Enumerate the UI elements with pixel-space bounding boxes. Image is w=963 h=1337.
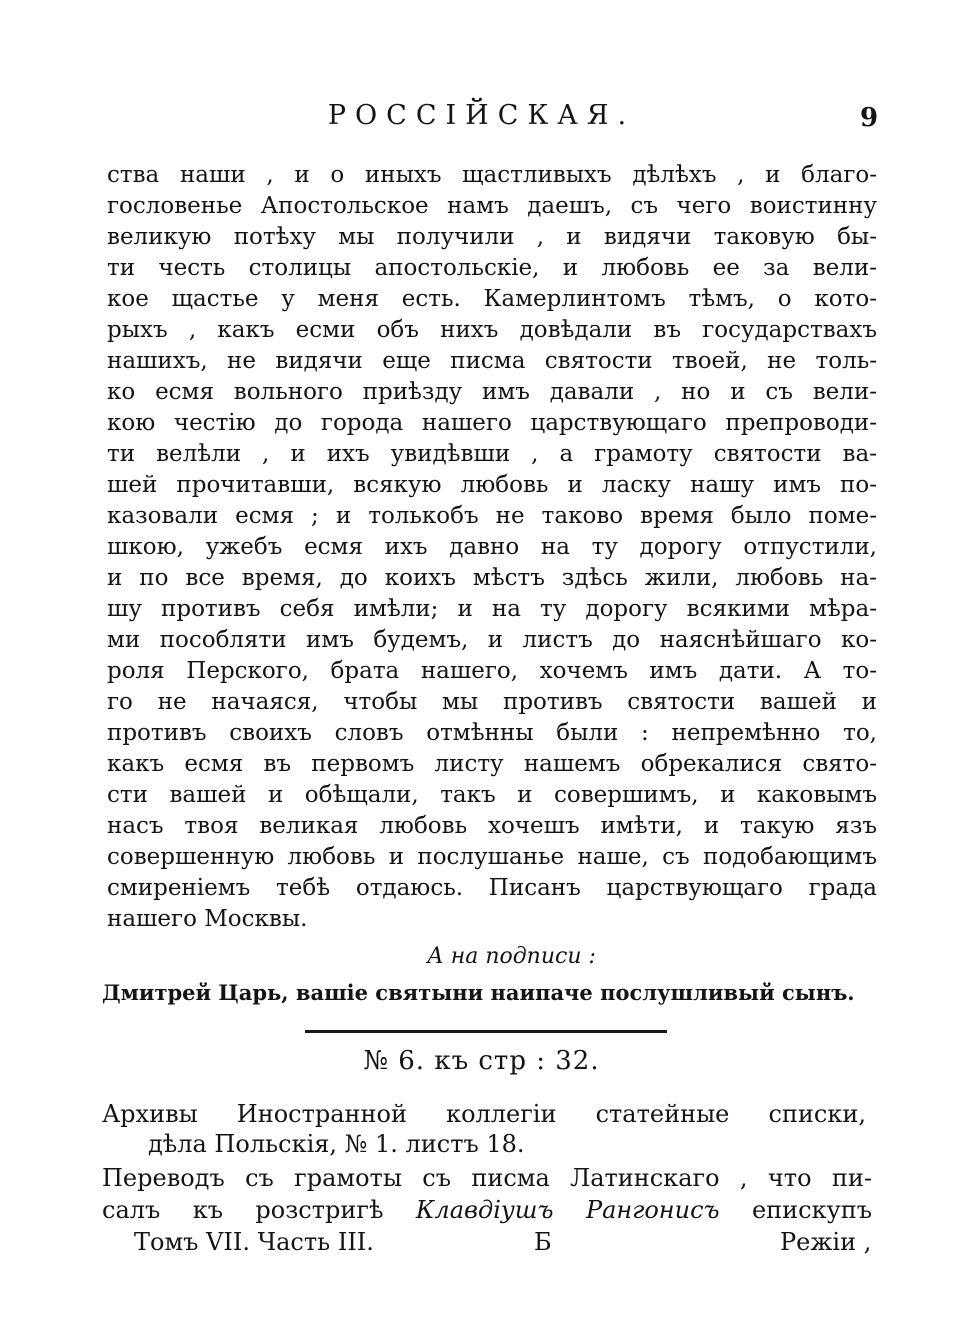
body-line: роля Перского, брата нашего, хочемъ имъ дати. А то- bbox=[107, 658, 877, 684]
volume-note: Томъ VII. Часть III. bbox=[134, 1228, 374, 1256]
body-line: рыхъ , какъ есми объ нихъ довѣдали въ государствахъ bbox=[107, 317, 877, 343]
body-line: казовали есмя ; и толькобъ не таково время было поме- bbox=[107, 503, 877, 529]
source-line: Архивы Иностранной коллегіи статейные списки, bbox=[102, 1100, 866, 1128]
body-line: насъ твоя великая любовь хочешъ имѣти, и такую язъ bbox=[107, 813, 877, 839]
body-line: ми пособляти имъ будемъ, и листъ до наяснѣйшаго ко- bbox=[107, 627, 877, 653]
body-line: сти вашей и обѣщали, такъ и совершимъ, и каковымъ bbox=[107, 782, 877, 808]
running-title: РОССІЙСКАЯ. bbox=[327, 100, 636, 131]
translation-text: епискупъ bbox=[751, 1196, 872, 1224]
body-line: и по все время, до коихъ мѣстъ здѣсь жили, любовь на- bbox=[107, 565, 877, 591]
source-line: дѣла Польскія, № 1. листъ 18. bbox=[148, 1130, 525, 1158]
body-line: противъ своихъ словъ отмѣнны были : непремѣнно то, bbox=[107, 720, 877, 746]
translation-text: салъ къ розстригѣ bbox=[102, 1196, 384, 1224]
body-line: кое щастье у меня есть. Камерлинтомъ тѣмъ, о кото- bbox=[107, 286, 877, 312]
page-number: 9 bbox=[860, 103, 879, 133]
body-line: гословенье Апостольское намъ даешъ, съ чего воистинну bbox=[107, 193, 877, 219]
signature-text: Дмитрей Царь, вашіе святыни наипаче послушливый сынъ. bbox=[102, 980, 855, 1005]
body-line: шкою, ужебъ есмя ихъ давно на ту дорогу отпустили, bbox=[107, 534, 877, 560]
translation-name-italic: Клавдіушъ Рангонисъ bbox=[415, 1196, 720, 1224]
body-line: ти велѣли , и ихъ увидѣвши , а грамоту святости ва- bbox=[107, 441, 877, 467]
section-divider bbox=[305, 1030, 667, 1033]
body-line: какъ есмя въ первомъ листу нашемъ обрекалися свято- bbox=[107, 751, 877, 777]
body-line: шей прочитавши, всякую любовь и ласку нашу имъ по- bbox=[107, 472, 877, 498]
translation-line bbox=[102, 1194, 872, 1226]
signature-mark: Б bbox=[534, 1228, 552, 1256]
body-line: смиреніемъ тебѣ отдаюсь. Писанъ царствующаго града bbox=[107, 875, 877, 901]
body-line: совершенную любовь и послушанье наше, съ подобающимъ bbox=[107, 844, 877, 870]
body-line: ства наши , и о иныхъ щастливыхъ дѣлѣхъ , и благо- bbox=[107, 162, 877, 188]
body-line: шу противъ себя имѣли; и на ту дорогу всякими мѣра- bbox=[107, 596, 877, 622]
body-line-last: нашего Москвы. bbox=[107, 906, 308, 932]
translation-line: Переводъ съ грамоты съ писма Латинскаго , что пи- bbox=[102, 1164, 872, 1192]
body-line: великую потѣху мы получили , и видячи таковую бы- bbox=[107, 224, 877, 250]
catchword: Режіи , bbox=[780, 1228, 872, 1256]
body-line: нашихъ, не видячи еще писма святости твоей, не толь- bbox=[107, 348, 877, 374]
signature-label: А на подписи : bbox=[427, 944, 596, 969]
body-line: ко есмя вольного приѣзду имъ давали , но и съ вели- bbox=[107, 379, 877, 405]
body-line: го не начаяся, чтобы мы противъ святости вашей и bbox=[107, 689, 877, 715]
appendix-number: № 6. къ стр : 32. bbox=[363, 1046, 600, 1076]
body-line: ти честь столицы апостольскіе, и любовь ее за вели- bbox=[107, 255, 877, 281]
body-line: кою честію до города нашего царствующаго препроводи- bbox=[107, 410, 877, 436]
